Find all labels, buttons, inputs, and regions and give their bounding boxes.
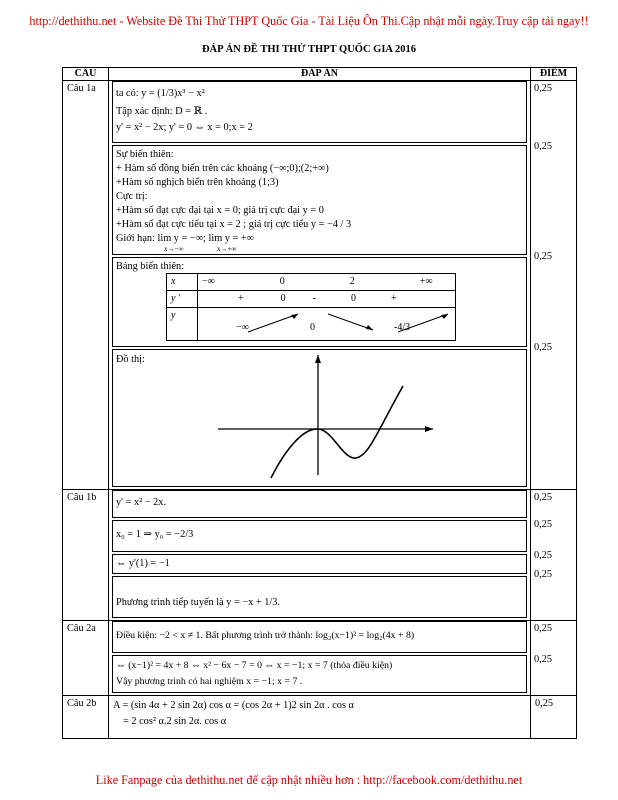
table-row-q2a [63, 621, 577, 696]
limit-subscript: x→+∞ [216, 245, 237, 253]
answer-line: y' = x² − 2x. [116, 497, 167, 508]
table-sign: - [312, 293, 316, 304]
limit-subscripts [116, 246, 523, 253]
answer-line: Tập xác định: D = ℝ . [116, 106, 208, 117]
graph-label: Đồ thị: [116, 354, 145, 365]
score: 0,25 [534, 569, 553, 580]
table-row-q1a [63, 81, 577, 490]
question-label: Câu 1b [63, 490, 109, 621]
score: 0,25 [534, 654, 553, 665]
table-value: 0 [280, 293, 286, 304]
answer-line: Vậy phương trình có hai nghiệm x = −1; x = 7 . [116, 676, 303, 687]
score: 0,25 [534, 83, 553, 94]
answer-line: +Hàm số nghịch biến trên khoảng (1;3) [116, 177, 279, 188]
answer-line: x₀ = 1 ⇒ y₀ = −2/3 [116, 529, 194, 540]
answer-line: Điều kiện: −2 < x ≠ 1. Bất phương trình trở thành: log₂(x−1)² = log₂(4x + 8) [116, 630, 415, 641]
header-question: CÂU [63, 68, 109, 81]
answer-line: y' = x² − 2x; y' = 0 ⇔ x = 0;x = 2 [116, 122, 253, 133]
row-label: y ' [167, 291, 198, 308]
header-score: ĐIỂM [531, 68, 577, 81]
score: 0,25 [534, 492, 553, 503]
table-value: -4/3 [394, 322, 411, 333]
table-value: +∞ [419, 276, 433, 287]
answer-line: +Hàm số đạt cực tiểu tại x = 2 ; giá trị cực tiểu y = −4 / 3 [116, 219, 352, 230]
answer-block [112, 655, 527, 693]
y-axis-arrow [315, 355, 321, 363]
answer-block [112, 490, 527, 518]
table-sign: + [238, 293, 244, 304]
variation-row-x [167, 274, 456, 291]
footer-banner[interactable]: Like Fanpage của dethithu.net để cập nhật nhiều hơn : http://facebook.com/dethithu.net [95, 773, 523, 787]
table-sign: + [390, 293, 397, 304]
variation-row-y [167, 308, 456, 341]
header-banner[interactable]: http://dethithu.net - Website Đề Thi Thử THPT Quốc Gia - Tài Liệu Ôn Thi.Cập nhật mỗi ngày.Truy cập tải ngay!! [29, 14, 589, 28]
answer-line: Phương trình tiếp tuyến là y = −x + 1/3. [116, 597, 281, 608]
answer-table [62, 67, 577, 739]
answer-block [112, 145, 527, 255]
table-value: −∞ [236, 322, 249, 333]
curve [271, 386, 403, 478]
answer-block [112, 576, 527, 618]
table-row-q2b [63, 696, 577, 739]
score: 0,25 [534, 251, 553, 262]
answer-line: Cực trị: [116, 191, 148, 202]
table-value: 2 [349, 276, 355, 287]
question-label: Câu 1a [63, 81, 109, 490]
question-label: Câu 2a [63, 621, 109, 696]
answer-line: ta có: y = (1/3)x³ − x² [116, 88, 205, 99]
variation-row-dy [167, 291, 456, 308]
table-value: 0 [310, 322, 315, 333]
answer-line: A = (sin 4α + 2 sin 2α) cos α = (cos 2α + 1)2 sin 2α . cos α [113, 700, 354, 711]
answer-line: ⇔ (x−1)² = 4x + 8 ⇔ x² − 6x − 7 = 0 ⇔ x = −1; x = 7 (thỏa điều kiện) [116, 660, 393, 671]
answer-block [112, 520, 527, 552]
question-label: Câu 2b [63, 696, 109, 739]
answer-line: ⇔ y'(1) = −1 [116, 558, 170, 569]
row-label: x [167, 274, 198, 291]
x-axis-arrow [425, 426, 433, 432]
table-row-q1b [63, 490, 577, 621]
function-graph [213, 350, 443, 480]
answer-line: Sự biến thiên: [116, 149, 174, 160]
answer-line: + Hàm số đồng biến trên các khoảng (−∞;0);(2;+∞) [116, 163, 329, 174]
row-label: y [167, 308, 198, 341]
score: 0,25 [534, 550, 553, 561]
limit-subscript: x→−∞ [164, 245, 184, 253]
header-answer: ĐÁP ÁN [109, 68, 531, 81]
answer-block [112, 349, 527, 487]
score: 0,25 [534, 342, 553, 353]
score: 0,25 [531, 696, 577, 739]
answer-block [112, 554, 527, 574]
document-title: ĐÁP ÁN ĐỀ THI THỬ THPT QUỐC GIA 2016 [201, 44, 417, 55]
table-header-row [63, 68, 577, 81]
table-value: 0 [279, 276, 285, 287]
answer-line: = 2 cos² α.2 sin 2α. cos α [123, 716, 227, 727]
score: 0,25 [534, 519, 553, 530]
answer-line: +Hàm số đạt cực đại tại x = 0; giá trị cực đại y = 0 [116, 205, 324, 216]
answer-line: Giới hạn: lim y = −∞; lim y = +∞ [116, 233, 255, 244]
table-value: 0 [350, 293, 356, 304]
table-value: −∞ [202, 276, 215, 287]
variation-table [166, 273, 456, 341]
score: 0,25 [534, 623, 553, 634]
score: 0,25 [534, 141, 553, 152]
answer-block [112, 621, 527, 653]
variation-table-label: Bảng biến thiên: [116, 261, 185, 272]
answer-block [112, 81, 527, 143]
answer-block [112, 257, 527, 347]
